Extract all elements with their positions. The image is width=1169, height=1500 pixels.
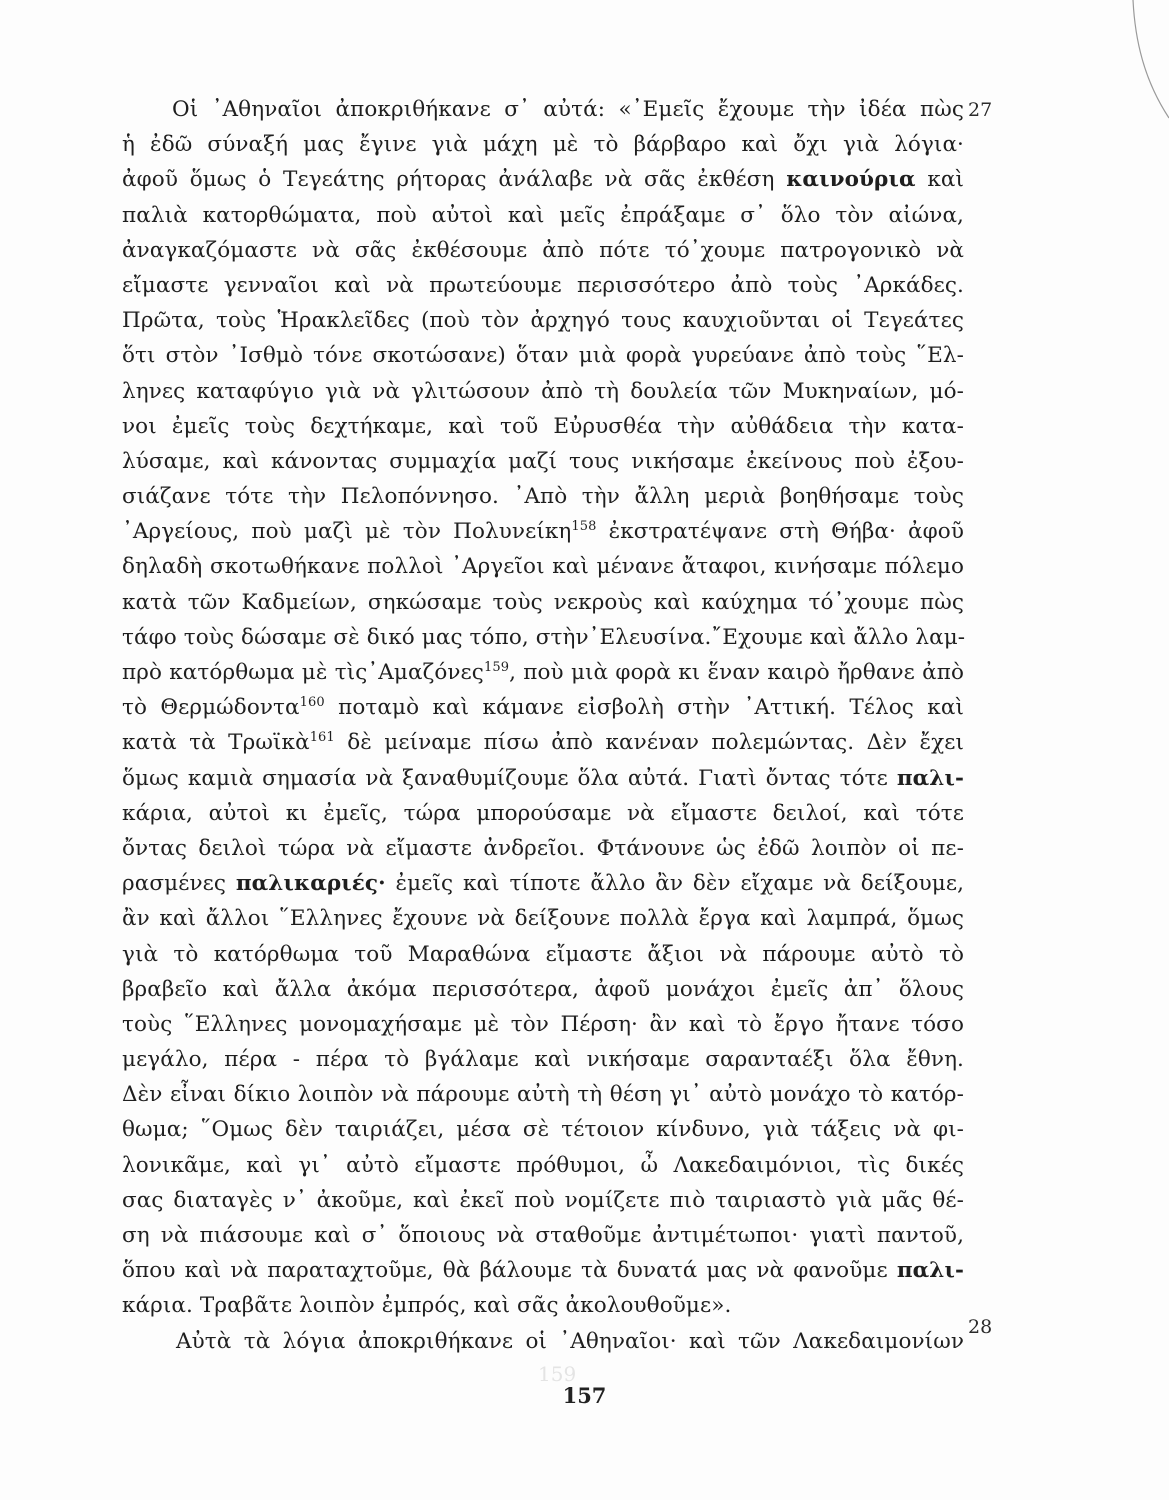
text-line: δηλαδὴ σκοτωθήκανε πολλοὶ ᾿Αργεῖοι καὶ μένανε ἄταφοι, κινήσαμε πόλεμο (122, 554, 964, 580)
page-corner-curl-mark (1089, 0, 1169, 120)
margin-section-number: 27 (968, 99, 993, 121)
text-line: ὅμως καμιὰ σημασία νὰ ξαναθυμίζουμε ὅλα αὐτά. Γιατὶ ὄντας τότε παλι- (122, 765, 964, 791)
text-line: ἂν καὶ ἄλλοι ῞Ελληνες ἔχουνε νὰ δείξουνε πολλὰ ἔργα καὶ λαμπρά, ὅμως (122, 906, 964, 932)
text-line: κάρια. Τραβᾶτε λοιπὸν ἐμπρός, καὶ σᾶς ἀκολουθοῦμε». (122, 1293, 732, 1319)
bold-word: παλι- (896, 765, 964, 791)
bold-word: καινούρια (786, 167, 916, 193)
text-line: μεγάλο, πέρα - πέρα τὸ βγάλαμε καὶ νικήσαμε σαρανταέξι ὅλα ἔθνη. (122, 1047, 964, 1073)
text-line: τοὺς ῞Ελληνες μονομαχήσαμε μὲ τὸν Πέρση· ἂν καὶ τὸ ἔργο ἤτανε τόσο (122, 1011, 964, 1037)
text-line: Δὲν εἶναι δίκιο λοιπὸν νὰ πάρουμε αὐτὴ τὴ θέση γι᾿ αὐτὸ μονάχο τὸ κατόρ- (122, 1082, 964, 1108)
page-number: 157 (562, 1383, 607, 1408)
text-line: τάφο τοὺς δώσαμε σὲ δικό μας τόπο, στὴν᾿Ελευσίνα.῎Εχουμε καὶ ἄλλο λαμ- (122, 624, 966, 650)
bold-word: παλι- (896, 1258, 965, 1284)
text-line: ἀναγκαζόμαστε νὰ σᾶς ἐκθέσουμε ἀπὸ πότε τό᾿χουμε πατρογονικὸ νὰ (122, 237, 964, 263)
text-line: Οἱ ᾿Αθηναῖοι ἀποκριθήκανε σ᾿ αὐτά: «᾿Εμεῖς ἔχουμε τὴν ἰδέα πὼς (172, 97, 964, 122)
text-line: παλιὰ κατορθώματα, ποὺ αὐτοὶ καὶ μεῖς ἐπράξαμε σ᾿ ὅλο τὸν αἰώνα, (122, 202, 964, 228)
text-line: ὅπου καὶ νὰ παραταχτοῦμε, θὰ βάλουμε τὰ δυνατά μας νὰ φανοῦμε παλι- (122, 1258, 965, 1284)
text-line: λονικᾶμε, καὶ γι᾿ αὐτὸ εἴμαστε πρόθυμοι, ὦ Λακεδαιμόνιοι, τὶς δικές (122, 1152, 964, 1178)
text-line: νοι ἐμεῖς τοὺς δεχτήκαμε, καὶ τοῦ Εὐρυσθέα τὴν αὐθάδεια τὴν κατα- (122, 413, 964, 439)
text-line: Πρῶτα, τοὺς Ἡρακλεῖδες (ποὺ τὸν ἀρχηγό τους καυχιοῦνται οἱ Τεγεάτες (122, 308, 964, 334)
text-line: ἡ ἐδῶ σύναξή μας ἔγινε γιὰ μάχη μὲ τὸ βάρβαρο καὶ ὄχι γιὰ λόγια· (122, 132, 964, 158)
text-line: σιάζανε τότε τὴν Πελοπόννησο. ᾿Απὸ τὴν ἄλλη μεριὰ βοηθήσαμε τοὺς (122, 484, 964, 510)
bold-word: παλικαριές· (235, 871, 386, 897)
text-line: κάρια, αὐτοὶ κι ἐμεῖς, τώρα μπορούσαμε νὰ εἴμαστε δειλοί, καὶ τότε (122, 800, 964, 826)
text-line: πρὸ κατόρθωμα μὲ τὶς᾿Αμαζόνες$^{159}$, ποὺ μιὰ φορὰ κι ἕναν καιρὸ ἤρθανε ἀπὸ (122, 660, 965, 685)
footnote-reference: 159 (483, 660, 510, 675)
bleed-through-page-number: 159 (538, 1362, 577, 1386)
text-line: ᾿Αργείους, ποὺ μαζὶ μὲ τὸν Πολυνείκη$^{158}$ ἐκστρατέψανε στὴ Θήβα· ἀφοῦ (122, 519, 964, 545)
text-line: ἀφοῦ ὅμως ὁ Τεγεάτης ρήτορας ἀνάλαβε νὰ σᾶς ἐκθέση καινούρια καὶ (122, 167, 965, 193)
text-line: βραβεῖο καὶ ἄλλα ἀκόμα περισσότερα, ἀφοῦ μονάχοι ἐμεῖς ἀπ᾿ ὅλους (122, 976, 964, 1002)
text-line: ρασμένες παλικαριές· ἐμεῖς καὶ τίποτε ἄλλο ἂν δὲν εἴχαμε νὰ δείξουμε, (122, 871, 965, 897)
text-line: κατὰ τὰ Τρωϊκὰ$^{161}$ δὲ μείναμε πίσω ἀπὸ κανέναν πολεμώντας. Δὲν ἔχει (122, 730, 965, 756)
text-line: ὄντας δειλοὶ τώρα νὰ εἴμαστε ἀνδρεῖοι. Φτάνουνε ὡς ἐδῶ λοιπὸν οἱ πε- (122, 835, 964, 861)
text-line: ὅτι στὸν ᾿Ισθμὸ τόνε σκοτώσανε) ὅταν μιὰ φορὰ γυρεύανε ἀπὸ τοὺς ῞Ελ- (122, 343, 964, 369)
text-line: εἴμαστε γενναῖοι καὶ νὰ πρωτεύουμε περισσότερο ἀπὸ τοὺς ᾿Αρκάδες. (122, 272, 964, 298)
text-line: Αὐτὰ τὰ λόγια ἀποκριθήκανε οἱ ᾿Αθηναῖοι· καὶ τῶν Λακεδαιμονίων (176, 1328, 964, 1354)
margin-section-number: 28 (968, 1316, 993, 1338)
text-line: ληνες καταφύγιο γιὰ νὰ γλιτώσουν ἀπὸ τὴ δουλεία τῶν Μυκηναίων, μό- (122, 378, 964, 404)
text-line: τὸ Θερμώδοντα$^{160}$ ποταμὸ καὶ κάμανε εἰσβολὴ στὴν ᾿Αττική. Τέλος καὶ (122, 695, 964, 721)
text-line: σας διαταγὲς ν᾿ ἀκοῦμε, καὶ ἐκεῖ ποὺ νομίζετε πιὸ ταιριαστὸ γιὰ μᾶς θέ- (122, 1187, 964, 1213)
text-line: λύσαμε, καὶ κάνοντας συμμαχία μαζί τους νικήσαμε ἐκείνους ποὺ ἐξου- (122, 448, 964, 474)
main-text-block (122, 92, 964, 1359)
footnote-reference: 161 (309, 730, 335, 746)
footnote-reference: 158 (571, 519, 597, 535)
text-line: ση νὰ πιάσουμε καὶ σ᾿ ὅποιους νὰ σταθοῦμε ἀντιμέτωποι· γιατὶ παντοῦ, (122, 1223, 964, 1248)
footnote-reference: 160 (299, 695, 325, 711)
text-line: θωμα; ῞Ομως δὲν ταιριάζει, μέσα σὲ τέτοιον κίνδυνο, γιὰ τάξεις νὰ φι- (122, 1117, 964, 1143)
text-line: κατὰ τῶν Καδμείων, σηκώσαμε τοὺς νεκροὺς καὶ καύχημα τό᾿χουμε πὼς (122, 589, 964, 615)
text-line: γιὰ τὸ κατόρθωμα τοῦ Μαραθώνα εἴμαστε ἄξιοι νὰ πάρουμε αὐτὸ τὸ (122, 941, 964, 967)
